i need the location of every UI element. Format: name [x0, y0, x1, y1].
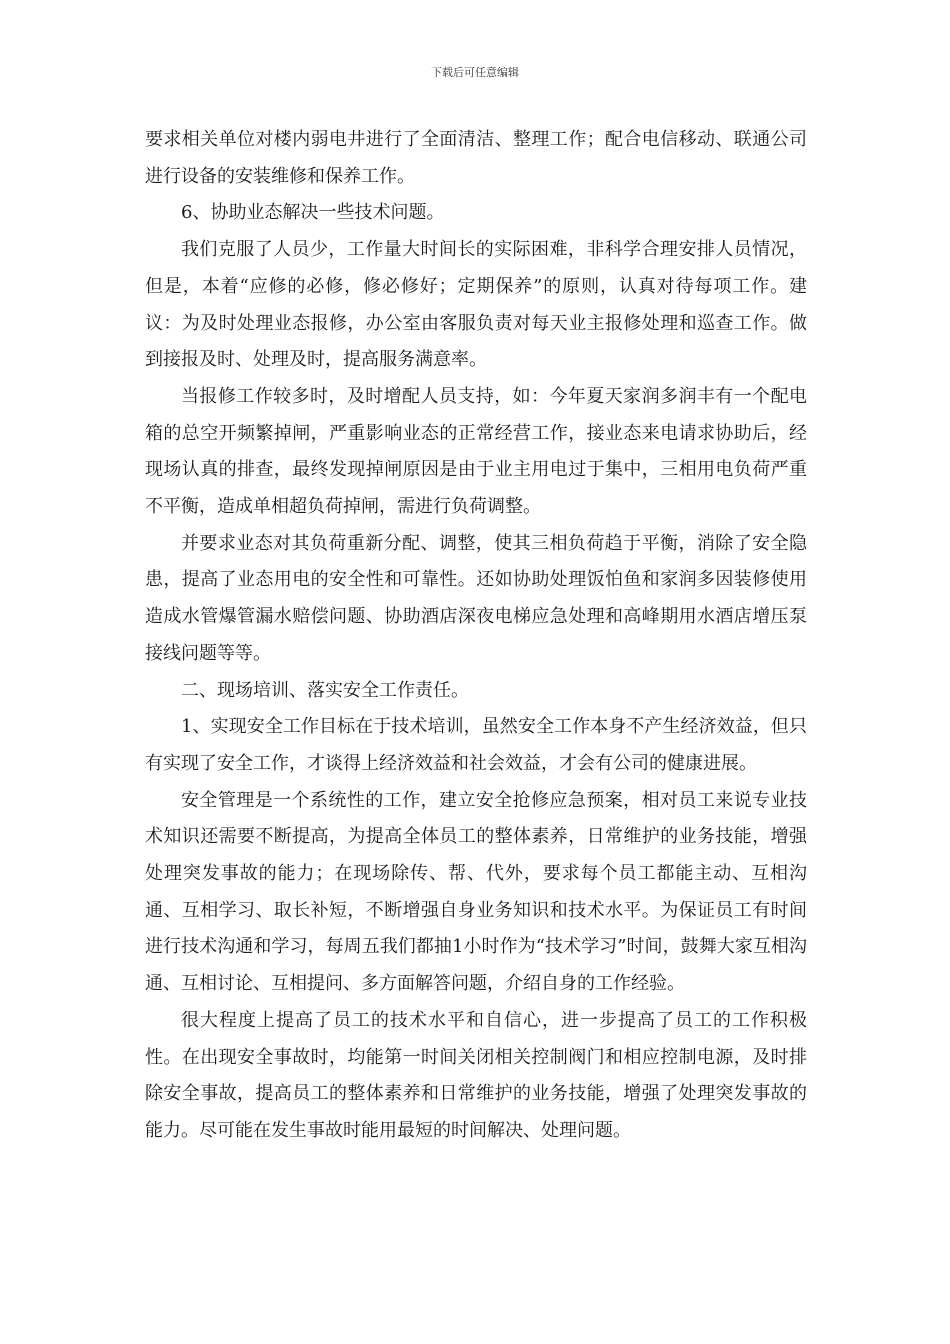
paragraph: 当报修工作较多时，及时增配人员支持，如：今年夏天家润多润丰有一个配电箱的总空开频繁掉闸，严重影响业态的正常经营工作，接业态来电请求协助后，经现场认真的排查，最终发现掉闸原因是由于业主用电过于集中，三相用电负荷严重不平衡，造成单相超负荷掉闸，需进行负荷调整。: [145, 385, 807, 518]
paragraph: 很大程度上提高了员工的技术水平和自信心，进一步提高了员工的工作积极性。在出现安全事故时，均能第一时间关闭相关控制阀门和相应控制电源，及时排除安全事故，提高员工的整体素养和日常维护的业务技能，增强了处理突发事故的能力。尽可能在发生事故时能用最短的时间解决、处理问题。: [145, 1009, 807, 1141]
section-heading: 二、现场培训、落实安全工作责任。: [181, 679, 469, 701]
paragraph: 安全管理是一个系统性的工作，建立安全抢修应急预案，相对员工来说专业技术知识还需要不断提高，为提高全体员工的整体素养，日常维护的业务技能，增强处理突发事故的能力；在现场除传、帮、代外，要求每个员工都能主动、互相沟通、互相学习、取长补短，不断增强自身业务知识和技术水平。为保证员工有时间进行技术沟通和学习，每周五我们都抽1小时作为“技术学习”时间，鼓舞大家互相沟通、互相讨论、互相提问、多方面解答问题，介绍自身的工作经验。: [145, 789, 807, 995]
page-header: 下载后可任意编辑: [431, 66, 519, 79]
paragraph: 1、实现安全工作目标在于技术培训，虽然安全工作本身不产生经济效益，但只有实现了安全工作，才谈得上经济效益和社会效益，才会有公司的健康进展。: [145, 716, 807, 774]
paragraph: 并要求业态对其负荷重新分配、调整，使其三相负荷趋于平衡，消除了安全隐患，提高了业态用电的安全性和可靠性。还如协助处理饭怕鱼和家润多因装修使用造成水管爆管漏水赔偿问题、协助酒店深夜电梯应急处理和高峰期用水酒店增压泵接线问题等等。: [145, 532, 807, 664]
paragraph: 6、协助业态解决一些技术问题。: [181, 202, 445, 224]
paragraph: 我们克服了人员少，工作量大时间长的实际困难，非科学合理安排人员情况，但是，本着“应修的必修，修必修好；定期保养”的原则，认真对待每项工作。建议：为及时处理业态报修，办公室由客服负责对每天业主报修处理和巡查工作。做到接报及时、处理及时，提高服务满意率。: [145, 239, 807, 371]
document-body: [145, 122, 807, 1150]
paragraph: 要求相关单位对楼内弱电井进行了全面清洁、整理工作；配合电信移动、联通公司进行设备的安装维修和保养工作。: [145, 129, 807, 187]
